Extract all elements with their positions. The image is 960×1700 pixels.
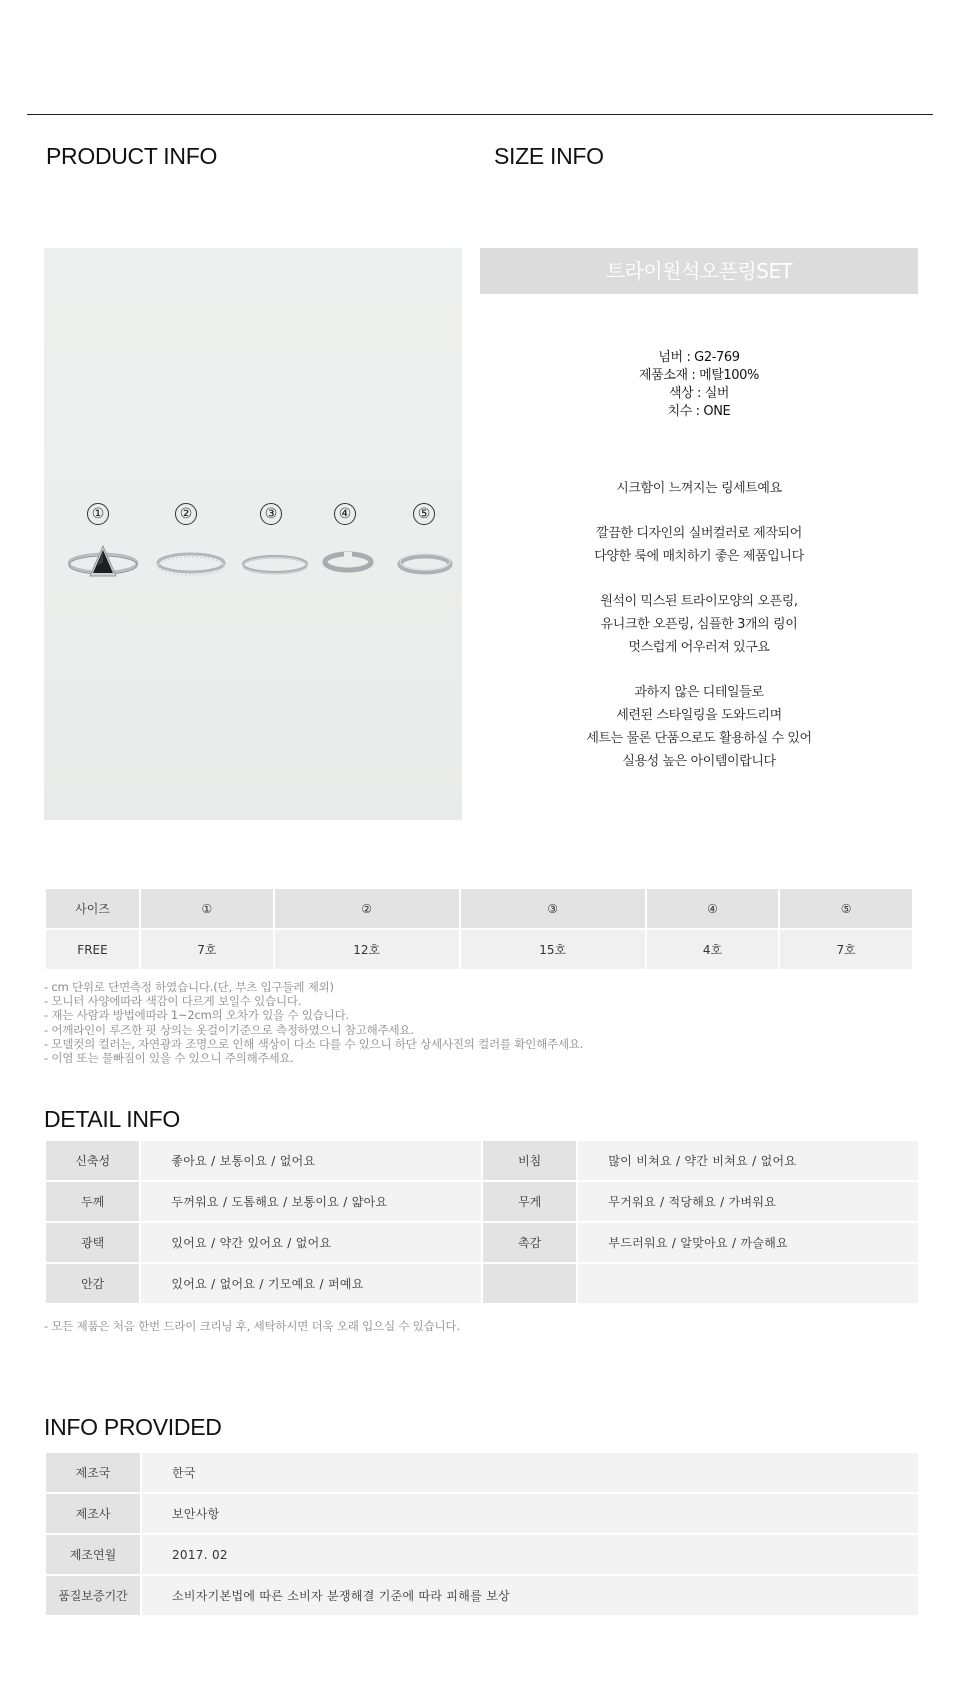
size-cell: FREE xyxy=(46,930,139,969)
detail-value: 두꺼워요 / 도톰해요 / 보통이요 / 얇아요 xyxy=(141,1182,481,1221)
description-paragraph xyxy=(480,590,918,659)
size-info-heading: SIZE INFO xyxy=(494,143,604,169)
size-cell: 15호 xyxy=(461,930,645,969)
info-value: 소비자기본법에 따른 소비자 분쟁해결 기준에 따라 피해를 보상 xyxy=(142,1576,918,1615)
detail-row xyxy=(46,1141,918,1180)
info-key: 제조사 xyxy=(46,1494,140,1533)
product-specs xyxy=(480,349,918,421)
spec-color: 색상 : 실버 xyxy=(668,386,730,401)
description-line: 실용성 높은 아이템이랍니다 xyxy=(622,754,776,769)
detail-key: 광택 xyxy=(46,1223,139,1262)
ring-number-2: ② xyxy=(175,503,197,525)
size-cell: 4호 xyxy=(647,930,779,969)
info-row xyxy=(46,1494,918,1533)
info-table xyxy=(44,1451,920,1617)
info-row xyxy=(46,1535,918,1574)
size-header-cell: 사이즈 xyxy=(46,889,139,928)
size-table xyxy=(44,887,920,971)
description-line: 원석이 믹스된 트라이모양의 오픈링, xyxy=(600,594,798,609)
detail-value: 있어요 / 약간 있어요 / 없어요 xyxy=(141,1223,481,1262)
ring-number-1: ① xyxy=(87,503,109,525)
detail-key: 비침 xyxy=(483,1141,576,1180)
detail-row xyxy=(46,1223,918,1262)
detail-key: 촉감 xyxy=(483,1223,576,1262)
detail-info-heading: DETAIL INFO xyxy=(44,1106,180,1132)
product-title-bar: 트라이원석오픈링SET xyxy=(480,248,918,294)
info-row xyxy=(46,1453,918,1492)
detail-note: - 모든 제품은 처음 한번 드라이 크리닝 후, 세탁하시면 더욱 오래 입으실 수 있습니다. xyxy=(44,1319,460,1333)
product-info-heading: PRODUCT INFO xyxy=(46,143,218,169)
size-cell: 12호 xyxy=(275,930,459,969)
detail-key: 안감 xyxy=(46,1264,139,1303)
detail-row xyxy=(46,1264,918,1303)
description-line: 유니크한 오픈링, 심플한 3개의 링이 xyxy=(600,617,798,632)
size-header-cell: ③ xyxy=(461,889,645,928)
info-key: 제조연월 xyxy=(46,1535,140,1574)
note-line: - 모니터 사양에따라 색감이 다르게 보일수 있습니다. xyxy=(44,994,302,1009)
size-table-row xyxy=(46,930,918,969)
ring-number-3: ③ xyxy=(260,503,282,525)
detail-value xyxy=(578,1264,918,1303)
info-value: 2017. 02 xyxy=(142,1535,918,1574)
ring-3-image xyxy=(238,538,312,588)
detail-value: 있어요 / 없어요 / 기모예요 / 퍼예요 xyxy=(141,1264,481,1303)
ring-number-4: ④ xyxy=(334,503,356,525)
size-header-cell: ① xyxy=(141,889,273,928)
info-key: 제조국 xyxy=(46,1453,140,1492)
spec-number: 넘버 : G2-769 xyxy=(658,350,740,365)
detail-key: 신축성 xyxy=(46,1141,139,1180)
product-photo xyxy=(44,248,462,820)
info-value: 한국 xyxy=(142,1453,918,1492)
note-line: - 재는 사람과 방법에따라 1~2cm의 오차가 있을 수 있습니다. xyxy=(44,1008,349,1023)
spec-material: 제품소재 : 메탈100% xyxy=(639,368,759,383)
ring-4-image xyxy=(320,538,376,588)
size-header-cell: ④ xyxy=(647,889,779,928)
product-description xyxy=(480,477,918,773)
note-line: - 어깨라인이 루즈한 핏 상의는 옷걸이기준으로 측정하였으니 참고해주세요. xyxy=(44,1022,414,1037)
ring-number-5: ⑤ xyxy=(413,503,435,525)
description-line: 다양한 룩에 매치하기 좋은 제품입니다 xyxy=(594,549,804,564)
detail-table xyxy=(44,1139,920,1305)
detail-value: 무거워요 / 적당해요 / 가벼워요 xyxy=(578,1182,918,1221)
info-provided-heading: INFO PROVIDED xyxy=(44,1414,222,1440)
detail-value: 좋아요 / 보통이요 / 없어요 xyxy=(141,1141,481,1180)
info-value: 보안사항 xyxy=(142,1494,918,1533)
detail-value: 많이 비쳐요 / 약간 비쳐요 / 없어요 xyxy=(578,1141,918,1180)
size-cell: 7호 xyxy=(780,930,912,969)
description-paragraph xyxy=(480,477,918,500)
description-paragraph xyxy=(480,522,918,568)
description-line: 깔끔한 디자인의 실버컬러로 제작되어 xyxy=(596,526,802,541)
note-line: - cm 단위로 단면측정 하였습니다.(단, 부츠 입구둘레 제외) xyxy=(44,980,334,994)
detail-key: 두께 xyxy=(46,1182,139,1221)
description-line: 시크함이 느껴지는 링세트예요 xyxy=(616,481,782,496)
ring-5-image xyxy=(394,538,456,588)
size-header-cell: ② xyxy=(275,889,459,928)
note-line: - 이염 또는 물빠짐이 있을 수 있으니 주의해주세요. xyxy=(44,1051,294,1066)
detail-row xyxy=(46,1182,918,1221)
detail-value: 부드러워요 / 알맞아요 / 까슬해요 xyxy=(578,1223,918,1262)
description-line: 세트는 물론 단품으로도 활용하실 수 있어 xyxy=(586,731,812,746)
note-line: - 모델컷의 컬러는, 자연광과 조명으로 인해 색상이 다소 다를 수 있으니 하단 상세사진의 컬러를 확인해주세요. xyxy=(44,1036,584,1051)
detail-key xyxy=(483,1264,576,1303)
info-row xyxy=(46,1576,918,1615)
description-line: 세련된 스타일링을 도와드리며 xyxy=(616,708,782,723)
ring-2-image xyxy=(152,538,230,588)
spec-size: 치수 : ONE xyxy=(667,404,731,419)
description-line: 멋스럽게 어우러져 있구요 xyxy=(628,640,770,655)
size-cell: 7호 xyxy=(141,930,273,969)
description-paragraph xyxy=(480,681,918,773)
size-table-header xyxy=(46,889,918,928)
size-header-cell: ⑤ xyxy=(780,889,912,928)
detail-key: 무게 xyxy=(483,1182,576,1221)
info-key: 품질보증기간 xyxy=(46,1576,140,1615)
ring-1-image xyxy=(64,538,142,588)
description-line: 과하지 않은 디테일들로 xyxy=(634,685,764,700)
size-notes xyxy=(44,980,583,1065)
top-divider xyxy=(27,114,933,115)
